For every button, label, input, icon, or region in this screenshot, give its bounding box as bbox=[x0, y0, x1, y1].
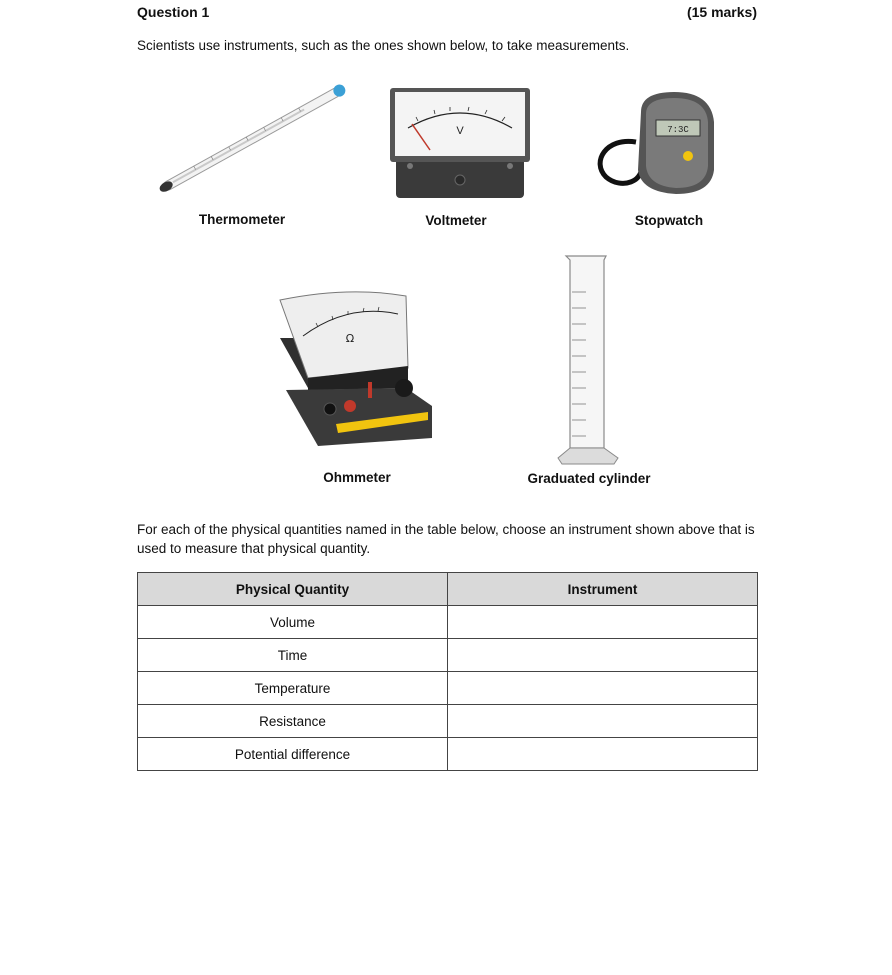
thermometer-icon bbox=[148, 84, 358, 194]
stopwatch-label: Stopwatch bbox=[634, 213, 704, 228]
ohmmeter-icon bbox=[278, 278, 436, 446]
quantity-cell: Time bbox=[138, 639, 448, 672]
quantity-cell: Volume bbox=[138, 606, 448, 639]
table-row bbox=[138, 705, 758, 738]
ohmmeter-dial-symbol: Ω bbox=[345, 332, 355, 345]
table-row bbox=[138, 738, 758, 771]
header-instrument: Instrument bbox=[448, 573, 758, 606]
table-instructions: For each of the physical quantities named in the table below, choose an instrument shown above that is used to measure that physical quantity. bbox=[137, 522, 755, 556]
quantity-cell: Potential difference bbox=[138, 738, 448, 771]
stopwatch-icon bbox=[586, 82, 726, 200]
voltmeter-label: Voltmeter bbox=[425, 213, 487, 228]
instrument-answer-cell[interactable] bbox=[448, 738, 758, 771]
table-row bbox=[138, 672, 758, 705]
graduated-cylinder-label: Graduated cylinder bbox=[527, 471, 651, 486]
header-physical-quantity: Physical Quantity bbox=[138, 573, 448, 606]
question-title: Question 1 bbox=[137, 4, 210, 20]
question-marks: (15 marks) bbox=[686, 4, 757, 20]
question-intro: Scientists use instruments, such as the ones shown below, to take measurements. bbox=[137, 38, 630, 53]
voltmeter-icon bbox=[390, 88, 530, 200]
stopwatch-display: 7:3C bbox=[667, 125, 689, 135]
quantity-cell: Temperature bbox=[138, 672, 448, 705]
instrument-answer-cell[interactable] bbox=[448, 639, 758, 672]
instrument-answer-cell[interactable] bbox=[448, 606, 758, 639]
table-row bbox=[138, 606, 758, 639]
thermometer-label: Thermometer bbox=[198, 212, 286, 227]
table-row bbox=[138, 639, 758, 672]
ohmmeter-label: Ohmmeter bbox=[323, 470, 391, 485]
voltmeter-dial-symbol: V bbox=[456, 125, 464, 137]
quantity-cell: Resistance bbox=[138, 705, 448, 738]
instrument-answer-cell[interactable] bbox=[448, 672, 758, 705]
instrument-answer-cell[interactable] bbox=[448, 705, 758, 738]
quantities-table bbox=[137, 572, 758, 771]
graduated-cylinder-icon bbox=[556, 252, 620, 468]
table-header-row bbox=[138, 573, 758, 606]
